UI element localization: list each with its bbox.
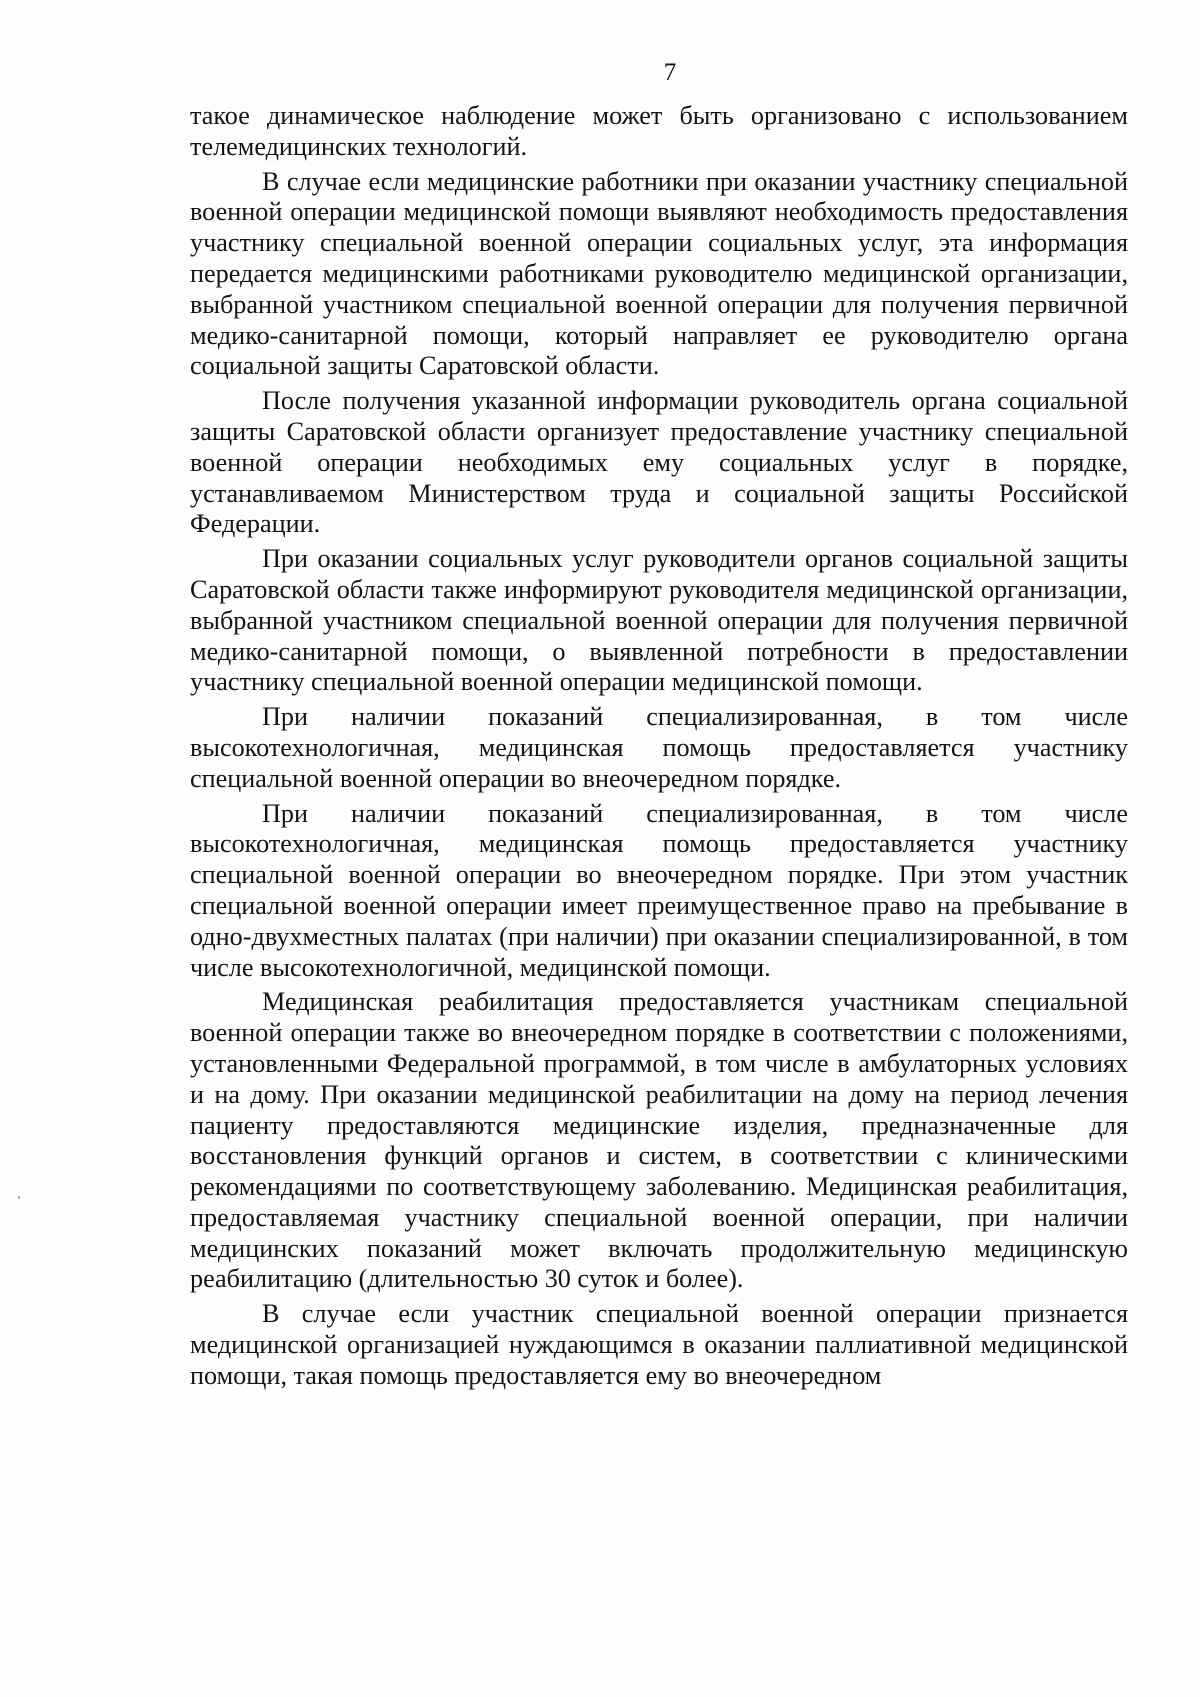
paragraph-specialized-care: При наличии показаний специализированная, в том числе высокотехнологичная, медицинская помощь предоставляется участнику специальной военной операции во внеочередном порядке. <box>190 702 1128 793</box>
paragraph-social-protection-actions: После получения указанной информации руководитель органа социальной защиты Саратовской области организует предоставление участнику специальной военной операции необходимых ему социальных услуг в порядке, устанавливаемом Министерством труда и социальной защиты Российской Федерации. <box>190 386 1128 539</box>
scan-artifact <box>18 1196 20 1199</box>
paragraph-palliative-care: В случае если участник специальной военной операции признается медицинской организацией нуждающимся в оказании паллиативной медицинской помощи, такая помощь предоставляется ему во внеочередном <box>190 1299 1128 1390</box>
paragraph-inform-medical-organization: При оказании социальных услуг руководители органов социальной защиты Саратовской области также информируют руководителя медицинской организации, выбранной участником специальной военной операции для получения первичной медико-санитарной помощи, о выявленной потребности в предоставлении участнику специальной военной операции медицинской помощи. <box>190 544 1128 697</box>
paragraph-specialized-care-wards: При наличии показаний специализированная, в том числе высокотехнологичная, медицинская помощь предоставляется участнику специальной военной операции во внеочередном порядке. При этом участник специальной военной операции имеет преимущественное право на пребывание в одно-двухместных палатах (при наличии) при оказании специализированной, в том числе высокотехнологичной, медицинской помощи. <box>190 798 1128 982</box>
paragraph-medical-rehabilitation: Медицинская реабилитация предоставляется участникам специальной военной операции также во внеочередном порядке в соответствии с положениями, установленными Федеральной программой, в том числе в амбулаторных условиях и на дому. При оказании медицинской реабилитации на дому на период лечения пациенту предоставляются медицинские изделия, предназначенные для восстановления функций органов и систем, в соответствии с клиническими рекомендациями по соответствующему заболеванию. Медицинская реабилитация, предоставляемая участнику специальной военной операции, при наличии медицинских показаний может включать продолжительную медицинскую реабилитацию (длительностью 30 суток и более). <box>190 987 1128 1294</box>
paragraph-continuation: такое динамическое наблюдение может быть организовано с использованием телемедицинских технологий. <box>190 101 1128 161</box>
document-body <box>190 101 1128 1396</box>
paragraph-social-services-info: В случае если медицинские работники при оказании участнику специальной военной операции медицинской помощи выявляют необходимость предоставления участнику специальной военной операции социальных услуг, эта информация передается медицинскими работниками руководителю медицинской организации, выбранной участником специальной военной операции для получения первичной медико-санитарной помощи, который направляет ее руководителю органа социальной защиты Саратовской области. <box>190 166 1128 381</box>
page-number: 7 <box>663 59 677 86</box>
